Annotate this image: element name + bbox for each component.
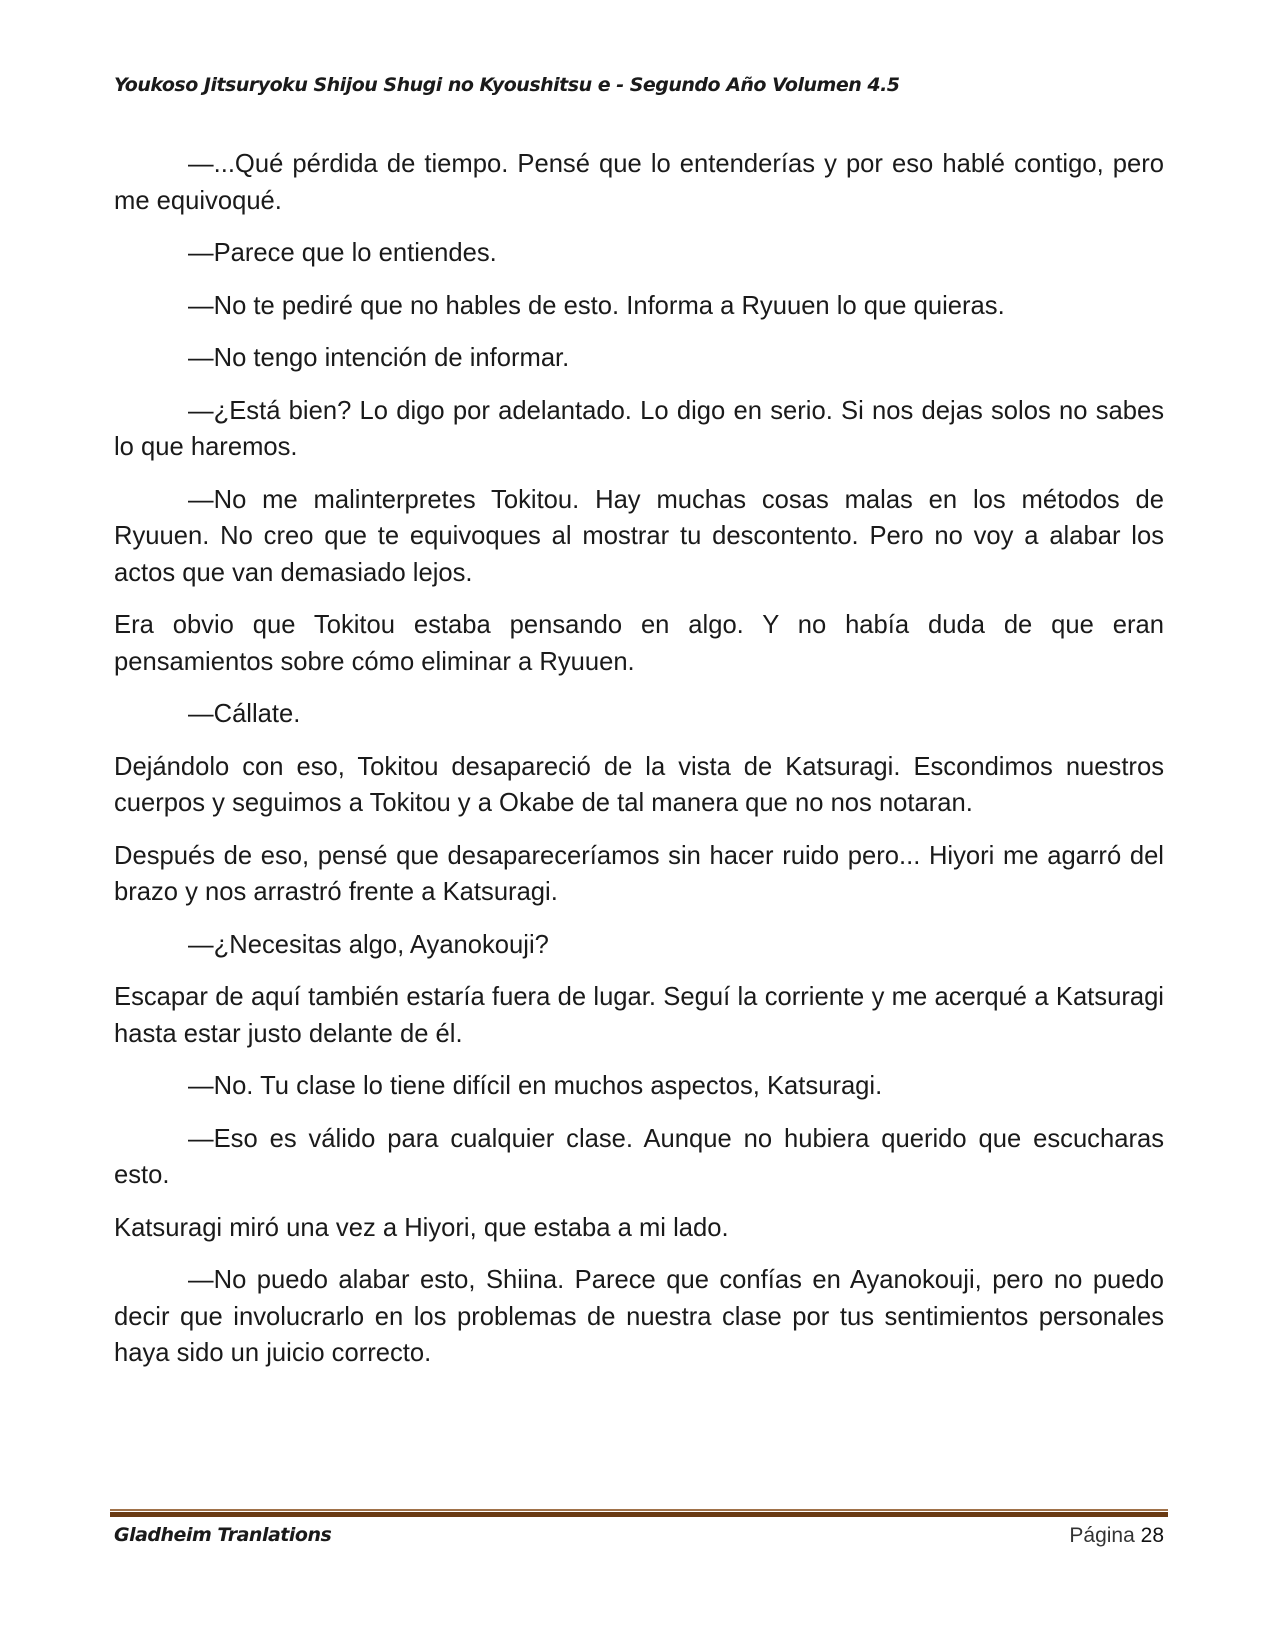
- page-label: Página: [1069, 1524, 1135, 1547]
- paragraph: —¿Necesitas algo, Ayanokouji?: [188, 930, 549, 959]
- footer-divider-thick: [110, 1512, 1168, 1517]
- paragraph: —No. Tu clase lo tiene difícil en muchos aspectos, Katsuragi.: [188, 1072, 883, 1100]
- paragraph: Escapar de aquí también estaría fuera de lugar. Seguí la corriente y me acerqué a Katsuragi hasta estar justo delante de él.: [114, 983, 1164, 1048]
- paragraph: —...Qué pérdida de tiempo. Pensé que lo entenderías y por eso hablé contigo, pero me equivoqué.: [114, 150, 1164, 215]
- paragraph: Era obvio que Tokitou estaba pensando en algo. Y no había duda de que eran pensamientos sobre cómo eliminar a Ryuuen.: [114, 611, 1164, 676]
- paragraph: Katsuragi miró una vez a Hiyori, que estaba a mi lado.: [114, 1213, 729, 1242]
- footer-divider-thin: [110, 1509, 1168, 1511]
- paragraph: —No te pediré que no hables de esto. Informa a Ryuuen lo que quieras.: [188, 291, 1005, 320]
- page-header-title: Youkoso Jitsuryoku Shijou Shugi no Kyoushitsu e - Segundo Año Volumen 4.5: [114, 74, 900, 96]
- paragraph: —Cállate.: [188, 700, 301, 728]
- paragraph: —Eso es válido para cualquier clase. Aunque no hubiera querido que escucharas esto.: [114, 1124, 1164, 1189]
- paragraph: —No tengo intención de informar.: [188, 344, 570, 372]
- paragraph: —Parece que lo entiendes.: [188, 239, 497, 267]
- paragraph: —No me malinterpretes Tokitou. Hay muchas cosas malas en los métodos de Ryuuen. No creo que te equivoques al mostrar tu descontento. Pero no voy a alabar los actos que van demasiado lejos.: [114, 485, 1164, 587]
- page-number-label: [1069, 1524, 1164, 1548]
- paragraph: —No puedo alabar esto, Shiina. Parece que confías en Ayanokouji, pero no puedo decir que involucrarlo en los problemas de nuestra clase por tus sentimientos personales haya sido un juicio correcto.: [114, 1266, 1164, 1367]
- paragraph: Después de eso, pensé que desapareceríamos sin hacer ruido pero... Hiyori me agarró del brazo y nos arrastró frente a Katsuragi.: [114, 841, 1164, 906]
- footer-credit: Gladheim Tranlations: [114, 1524, 332, 1546]
- paragraph: Dejándolo con eso, Tokitou desapareció de la vista de Katsuragi. Escondimos nuestros cuerpos y seguimos a Tokitou y a Okabe de tal manera que no nos notaran.: [114, 752, 1164, 817]
- page-number: 28: [1140, 1524, 1164, 1547]
- body-text: [114, 146, 1164, 1388]
- paragraph: —¿Está bien? Lo digo por adelantado. Lo digo en serio. Si nos dejas solos no sabes lo que haremos.: [114, 396, 1164, 461]
